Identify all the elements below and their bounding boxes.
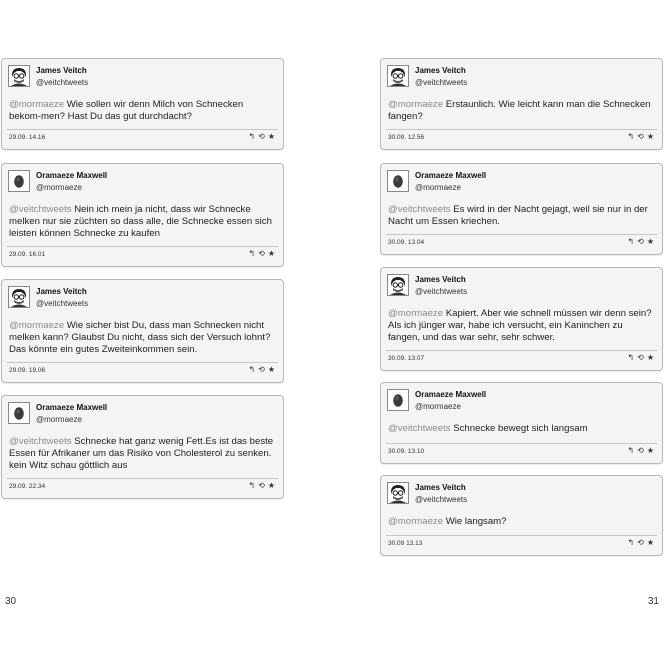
star-icon[interactable]: ★ (646, 353, 655, 362)
tweet-actions (625, 237, 655, 246)
tweet-card[interactable] (380, 475, 663, 556)
author-name[interactable]: James Veitch (415, 483, 466, 492)
avatar[interactable] (387, 170, 409, 192)
mention-link[interactable]: @veitchtweets (388, 423, 451, 434)
tweet-footer (386, 535, 657, 550)
retweet-icon[interactable]: ⟲ (258, 132, 266, 141)
author-name[interactable]: James Veitch (36, 66, 87, 75)
reply-icon[interactable]: ↰ (248, 132, 257, 141)
avatar[interactable] (387, 482, 409, 504)
tweet-message: Wie langsam? (443, 516, 507, 527)
tweet-message: Es wird in der Nacht gejagt, weil sie nur in der Nacht um Essen kriechen. (388, 204, 648, 227)
author-handle[interactable]: @mormaeze (415, 183, 461, 192)
reply-icon[interactable]: ↰ (627, 538, 636, 547)
tweet-text (388, 204, 656, 228)
retweet-icon[interactable]: ⟲ (637, 237, 645, 246)
author-handle[interactable]: @veitchtweets (36, 78, 89, 87)
avatar[interactable] (387, 389, 409, 411)
tweet-card[interactable] (1, 58, 284, 150)
avatar[interactable] (387, 274, 409, 296)
retweet-icon[interactable]: ⟲ (637, 446, 645, 455)
star-icon[interactable]: ★ (267, 481, 276, 490)
tweet-text (9, 204, 277, 240)
tweet-actions (246, 249, 276, 258)
author-handle[interactable]: @veitchtweets (415, 78, 468, 87)
star-icon[interactable]: ★ (267, 365, 276, 374)
mention-link[interactable]: @veitchtweets (388, 204, 451, 215)
timestamp: 30.09 13.13 (388, 540, 423, 547)
tweet-actions (625, 353, 655, 362)
tweet-card[interactable] (380, 58, 663, 150)
page-number: 30 (5, 596, 17, 607)
timestamp: 30.09. 13.10 (388, 448, 425, 455)
tweet-footer (7, 478, 278, 493)
author-name[interactable]: Oramaeze Maxwell (415, 171, 487, 180)
tweet-text (9, 99, 277, 123)
star-icon[interactable]: ★ (646, 132, 655, 141)
author-name[interactable]: Oramaeze Maxwell (36, 171, 108, 180)
reply-icon[interactable]: ↰ (248, 365, 257, 374)
tweet-message: Erstaunlich. Wie leicht kann man die Schnecken fangen? (388, 99, 651, 122)
timestamp: 29.09. 22.34 (9, 483, 46, 490)
tweet-text (9, 436, 277, 472)
tweet-footer (7, 246, 278, 261)
tweet-text (388, 308, 656, 344)
star-icon[interactable]: ★ (267, 132, 276, 141)
tweet-actions (246, 481, 276, 490)
tweet-footer (7, 362, 278, 377)
tweet-footer (386, 443, 657, 458)
tweet-message: Kapiert. Aber wie schnell müssen wir denn sein? Als ich jünger war, habe ich versucht, ein Kaninchen zu fangen, und das war sehr, sehr schwer. (388, 308, 652, 343)
mention-link[interactable]: @veitchtweets (9, 204, 72, 215)
tweet-card[interactable] (380, 267, 663, 371)
tweet-footer (7, 129, 278, 144)
author-name[interactable]: James Veitch (415, 275, 466, 284)
tweet-message: Wie sollen wir denn Milch von Schnecken bekom-men? Hast Du das gut durchdacht? (9, 99, 244, 122)
tweet-text (388, 99, 656, 123)
tweet-actions (625, 446, 655, 455)
author-handle[interactable]: @mormaeze (36, 183, 82, 192)
star-icon[interactable]: ★ (646, 538, 655, 547)
page-number: 31 (647, 596, 659, 607)
avatar[interactable] (8, 286, 30, 308)
author-name[interactable]: Oramaeze Maxwell (36, 403, 108, 412)
tweet-actions (625, 538, 655, 547)
mention-link[interactable]: @mormaeze (9, 99, 65, 110)
timestamp: 29.09. 19.06 (9, 367, 46, 374)
mention-link[interactable]: @mormaeze (388, 308, 444, 319)
mention-link[interactable]: @veitchtweets (9, 436, 72, 447)
retweet-icon[interactable]: ⟲ (637, 353, 645, 362)
timestamp: 30.09. 13.07 (388, 355, 425, 362)
tweet-actions (246, 132, 276, 141)
star-icon[interactable]: ★ (646, 237, 655, 246)
star-icon[interactable]: ★ (267, 249, 276, 258)
star-icon[interactable]: ★ (646, 446, 655, 455)
reply-icon[interactable]: ↰ (627, 353, 636, 362)
author-handle[interactable]: @veitchtweets (36, 299, 89, 308)
tweet-card[interactable] (380, 382, 663, 464)
tweet-card[interactable] (1, 395, 284, 499)
author-name[interactable]: James Veitch (36, 287, 87, 296)
author-handle[interactable]: @mormaeze (36, 415, 82, 424)
timestamp: 29.09. 14.16 (9, 134, 46, 141)
timestamp: 29.09. 16.01 (9, 251, 46, 258)
tweet-card[interactable] (1, 279, 284, 383)
retweet-icon[interactable]: ⟲ (258, 481, 266, 490)
timestamp: 30.09. 13.04 (388, 239, 425, 246)
author-handle[interactable]: @veitchtweets (415, 495, 468, 504)
author-name[interactable]: James Veitch (415, 66, 466, 75)
tweet-text (9, 320, 277, 356)
retweet-icon[interactable]: ⟲ (258, 249, 266, 258)
mention-link[interactable]: @mormaeze (388, 516, 444, 527)
reply-icon[interactable]: ↰ (627, 237, 636, 246)
reply-icon[interactable]: ↰ (627, 446, 636, 455)
tweet-message: Wie sicher bist Du, dass man Schnecken nicht melken kann? Glaubst Du nicht, dass sich der Versuch lohnt? Das könnte ein gutes Zweiteinkommen sein. (9, 320, 271, 355)
avatar[interactable] (8, 65, 30, 87)
tweet-card[interactable] (380, 163, 663, 255)
tweet-message: Schnecke hat ganz wenig Fett.Es ist das beste Essen für Afrikaner um das Risiko von Cholesterol zu senken. kein Witz schau göttlich aus (9, 436, 274, 471)
tweet-actions (246, 365, 276, 374)
right-page (332, 0, 664, 664)
reply-icon[interactable]: ↰ (627, 132, 636, 141)
tweet-text (388, 423, 656, 435)
timestamp: 30.09. 12.56 (388, 134, 425, 141)
avatar[interactable] (387, 65, 409, 87)
retweet-icon[interactable]: ⟲ (637, 132, 645, 141)
tweet-message: Schnecke bewegt sich langsam (450, 423, 588, 434)
avatar[interactable] (8, 170, 30, 192)
author-handle[interactable]: @veitchtweets (415, 287, 468, 296)
mention-link[interactable]: @mormaeze (388, 99, 444, 110)
tweet-card[interactable] (1, 163, 284, 267)
tweet-footer (386, 234, 657, 249)
mention-link[interactable]: @mormaeze (9, 320, 65, 331)
tweet-message: Nein ich mein ja nicht, dass wir Schnecke melken nur sie züchten so dass alle, die Schnecke essen sich leisten können Schnecke zu kaufen (9, 204, 272, 239)
retweet-icon[interactable]: ⟲ (258, 365, 266, 374)
tweet-text (388, 516, 656, 528)
reply-icon[interactable]: ↰ (248, 481, 257, 490)
avatar[interactable] (8, 402, 30, 424)
tweet-actions (625, 132, 655, 141)
author-name[interactable]: Oramaeze Maxwell (415, 390, 487, 399)
tweet-footer (386, 129, 657, 144)
tweet-footer (386, 350, 657, 365)
reply-icon[interactable]: ↰ (248, 249, 257, 258)
retweet-icon[interactable]: ⟲ (637, 538, 645, 547)
author-handle[interactable]: @mormaeze (415, 402, 461, 411)
